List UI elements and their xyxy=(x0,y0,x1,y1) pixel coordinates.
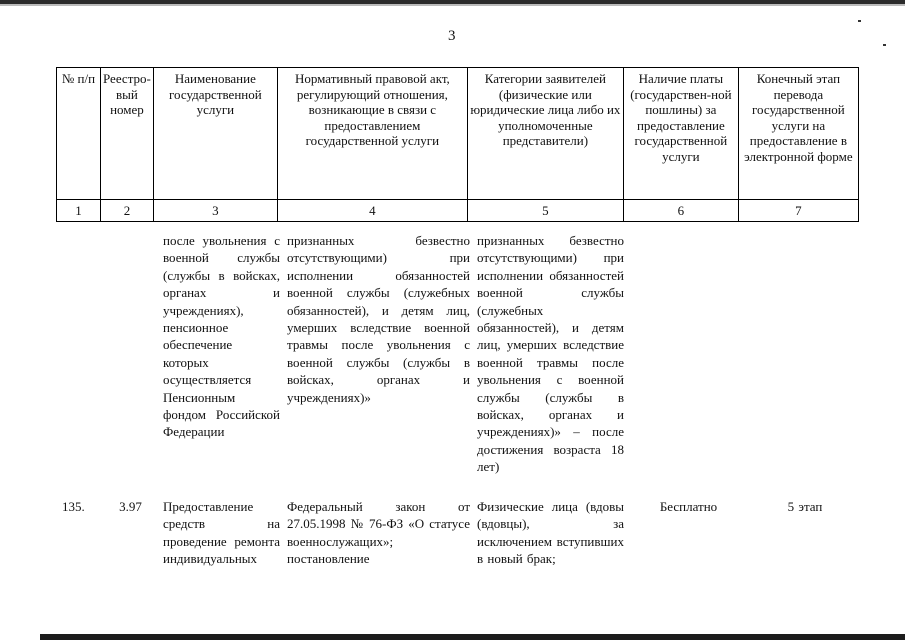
header-registry: Реестро-вый номер xyxy=(101,68,154,200)
service-name: Предоставление средств на проведение ремонта индивидуальных xyxy=(163,499,280,567)
scan-speck xyxy=(883,44,886,46)
column-numbers-row xyxy=(57,200,859,222)
scan-edge-top-shadow xyxy=(0,4,905,6)
column-number: 5 xyxy=(467,200,623,222)
column-number: 6 xyxy=(623,200,738,222)
column-number: 7 xyxy=(738,200,858,222)
page-number: 3 xyxy=(448,28,456,44)
row-number: 135. xyxy=(62,499,85,514)
header-applicants: Категории заявителей (физические или юридические лица либо их уполномоченные представители) xyxy=(467,68,623,200)
service-name: после увольнения с военной службы (службы в войсках, органах и учреждениях), пенсионное обеспечение которых осуществляется Пенсионным фондом Российской Федерации xyxy=(163,233,280,440)
header-num: № п/п xyxy=(57,68,101,200)
legal-act: Федеральный закон от 27.05.1998 № 76-ФЗ «О статусе военнослужащих»; постановление xyxy=(287,499,470,567)
legal-act: признанных безвестно отсутствующими) при исполнении обязанностей военной службы (служебных обязанностей), и детям лиц, умерших вследствие военной травмы после увольнения с военной службы (службы в войсках, органах и учреждениях)» xyxy=(287,233,470,405)
scan-speck xyxy=(858,20,861,22)
column-number: 4 xyxy=(277,200,467,222)
header-service: Наименование государственной услуги xyxy=(153,68,277,200)
column-number: 3 xyxy=(153,200,277,222)
final-stage: 5 этап xyxy=(787,499,823,514)
registry-number: 3.97 xyxy=(119,499,142,514)
fee-info: Бесплатно xyxy=(659,499,718,514)
header-fee: Наличие платы (государствен-ной пошлины) за предоставление государственной услуги xyxy=(623,68,738,200)
column-number: 1 xyxy=(57,200,101,222)
header-table xyxy=(56,67,859,222)
applicant-categories: признанных безвестно отсутствующими) при исполнении обязанностей военной службы (служебных обязанностей), и детям лиц, умерших вследствие военной травмы после увольнения с военной службы (службы в войсках, органах и учреждениях)» – после достижения возраста 18 лет) xyxy=(477,233,624,475)
applicant-categories: Физические лица (вдовы (вдовцы), за исключением вступивших в новый брак; xyxy=(477,499,624,567)
header-stage: Конечный этап перевода государственной услуги на предоставление в электронной форме xyxy=(738,68,858,200)
column-number: 2 xyxy=(101,200,154,222)
header-act: Нормативный правовой акт, регулирующий отношения, возникающие в связи с предоставлением государственной услуги xyxy=(277,68,467,200)
header-row xyxy=(57,68,859,200)
scan-edge-bottom xyxy=(40,634,905,640)
